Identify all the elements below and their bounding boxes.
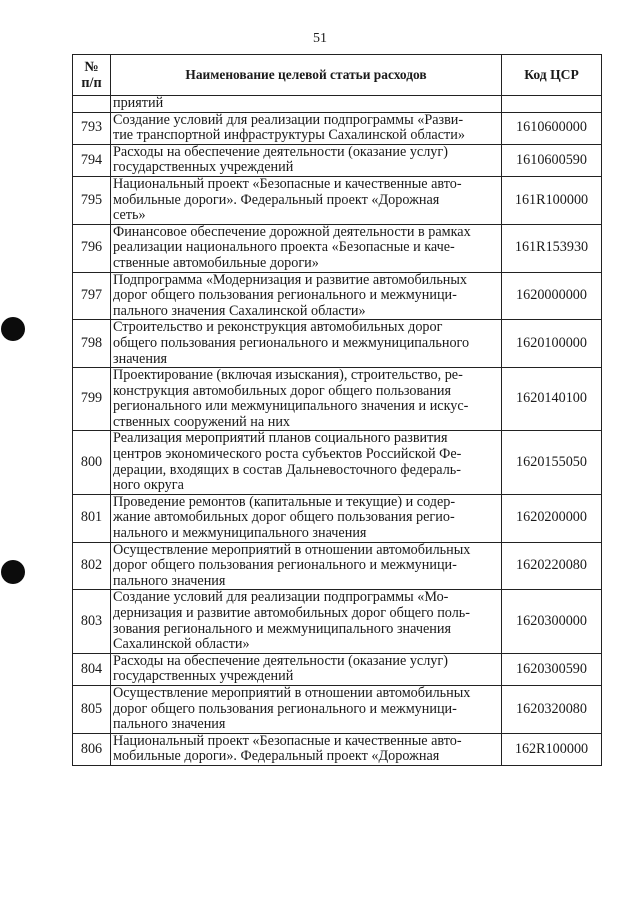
table-row <box>73 112 602 144</box>
row-name-line: ного округа <box>113 478 184 494</box>
row-name-line: государственных учреждений <box>113 669 294 685</box>
punch-hole-lower <box>1 560 25 584</box>
row-name <box>111 112 502 144</box>
row-name-line: Осуществление мероприятий в отношении автомобильных <box>113 542 471 558</box>
row-code: 1620220080 <box>502 542 602 590</box>
table-body <box>73 96 602 766</box>
row-name <box>111 272 502 320</box>
row-name-line: значения <box>113 351 168 367</box>
row-name-line: конструкция автомобильных дорог общего пользования <box>113 383 452 399</box>
row-code: 1620300590 <box>502 653 602 685</box>
row-number: 802 <box>73 542 111 590</box>
row-name-line: Строительство и реконструкция автомобильных дорог <box>113 320 443 336</box>
row-name-line: Финансовое обеспечение дорожной деятельности в рамках <box>113 224 471 240</box>
row-code: 1620100000 <box>502 320 602 368</box>
row-name-line: Реализация мероприятий планов социального развития <box>113 431 448 447</box>
row-name-line: зования регионального и межмуниципального значения <box>113 621 452 637</box>
table-row <box>73 144 602 176</box>
table-row <box>73 320 602 368</box>
row-code <box>502 96 602 113</box>
row-code: 161R153930 <box>502 224 602 272</box>
row-name-line: реализации национального проекта «Безопасные и каче- <box>113 240 455 256</box>
header-number-sign: № <box>84 59 99 75</box>
row-name-line: дорог общего пользования регионального и межмуници- <box>113 288 457 304</box>
row-name <box>111 320 502 368</box>
row-code: 1620200000 <box>502 494 602 542</box>
row-name-line: Расходы на обеспечение деятельности (оказание услуг) <box>113 144 448 160</box>
row-number: 804 <box>73 653 111 685</box>
table-header-row <box>73 55 602 96</box>
row-name-line: Сахалинской области» <box>113 637 250 653</box>
header-number-abbr: п/п <box>81 75 102 91</box>
page-number: 51 <box>313 31 327 46</box>
table-row <box>73 733 602 765</box>
row-name-line: Создание условий для реализации подпрограммы «Мо- <box>113 590 449 606</box>
row-number: 803 <box>73 590 111 653</box>
row-name <box>111 685 502 733</box>
table-row <box>73 96 602 113</box>
row-name <box>111 144 502 176</box>
row-name <box>111 733 502 765</box>
row-name <box>111 224 502 272</box>
row-number: 793 <box>73 112 111 144</box>
column-header-name: Наименование целевой статьи расходов <box>111 55 502 96</box>
row-name-line: общего пользования регионального и межмуниципального <box>113 335 470 351</box>
row-code: 1620155050 <box>502 431 602 494</box>
row-code: 161R100000 <box>502 176 602 224</box>
table-row <box>73 542 602 590</box>
row-name-line: дерации, входящих в состав Дальневосточного федераль- <box>113 462 461 478</box>
column-header-number <box>73 55 111 96</box>
row-name-line: пального значения Сахалинской области» <box>113 303 366 319</box>
table-row <box>73 224 602 272</box>
row-name-line: центров экономического роста субъектов Российской Фе- <box>113 447 462 463</box>
table-row <box>73 431 602 494</box>
row-name <box>111 590 502 653</box>
row-code: 1620320080 <box>502 685 602 733</box>
row-name <box>111 96 502 113</box>
row-number: 798 <box>73 320 111 368</box>
row-name-line: государственных учреждений <box>113 160 294 176</box>
row-name-line: ственных сооружений на них <box>113 414 291 430</box>
row-number <box>73 96 111 113</box>
row-name <box>111 653 502 685</box>
row-name-line: мобильные дороги». Федеральный проект «Дорожная <box>113 749 440 765</box>
row-number: 799 <box>73 368 111 431</box>
table-row <box>73 685 602 733</box>
row-number: 794 <box>73 144 111 176</box>
row-number: 800 <box>73 431 111 494</box>
row-name-line: Подпрограмма «Модернизация и развитие автомобильных <box>113 272 468 288</box>
table-row <box>73 176 602 224</box>
row-number: 797 <box>73 272 111 320</box>
row-name-line: пального значения <box>113 573 226 589</box>
row-name-line: ственные автомобильные дороги» <box>113 255 319 271</box>
table-row <box>73 653 602 685</box>
table-row <box>73 590 602 653</box>
row-number: 806 <box>73 733 111 765</box>
budget-table <box>72 54 602 766</box>
row-code: 162R100000 <box>502 733 602 765</box>
row-code: 1620140100 <box>502 368 602 431</box>
row-name-line: Национальный проект «Безопасные и качественные авто- <box>113 176 462 192</box>
row-name <box>111 431 502 494</box>
row-number: 801 <box>73 494 111 542</box>
row-name-line: Проведение ремонтов (капитальные и текущие) и содер- <box>113 494 456 510</box>
row-name-line: тие транспортной инфраструктуры Сахалинской области» <box>113 128 465 144</box>
row-name-line: Создание условий для реализации подпрограммы «Разви- <box>113 112 464 128</box>
row-name-line: пального значения <box>113 717 226 733</box>
row-name-line: дорог общего пользования регионального и межмуници- <box>113 558 457 574</box>
column-header-code: Код ЦСР <box>502 55 602 96</box>
row-name-line: Проектирование (включая изыскания), строительство, ре- <box>113 368 463 384</box>
row-code: 1610600590 <box>502 144 602 176</box>
row-name-line: Расходы на обеспечение деятельности (оказание услуг) <box>113 653 448 669</box>
row-name <box>111 494 502 542</box>
row-name-line: приятий <box>113 96 164 111</box>
table-row <box>73 272 602 320</box>
punch-hole-upper <box>1 317 25 341</box>
row-name-line: Национальный проект «Безопасные и качественные авто- <box>113 733 462 749</box>
row-name <box>111 368 502 431</box>
row-name <box>111 542 502 590</box>
row-name-line: регионального или межмуниципального значения и искус- <box>113 399 469 415</box>
row-name-line: дорог общего пользования регионального и межмуници- <box>113 701 457 717</box>
row-name-line: Осуществление мероприятий в отношении автомобильных <box>113 685 471 701</box>
row-code: 1620300000 <box>502 590 602 653</box>
table-row <box>73 368 602 431</box>
row-name-line: сеть» <box>113 208 146 224</box>
row-name-line: дернизация и развитие автомобильных дорог общего поль- <box>113 606 470 621</box>
table-row <box>73 494 602 542</box>
row-number: 795 <box>73 176 111 224</box>
row-name <box>111 176 502 224</box>
row-number: 805 <box>73 685 111 733</box>
row-code: 1620000000 <box>502 272 602 320</box>
row-name-line: жание автомобильных дорог общего пользования регио- <box>113 510 455 526</box>
row-name-line: нального и межмуниципального значения <box>113 526 367 542</box>
row-name-line: мобильные дороги». Федеральный проект «Дорожная <box>113 192 440 208</box>
row-number: 796 <box>73 224 111 272</box>
row-code: 1610600000 <box>502 112 602 144</box>
